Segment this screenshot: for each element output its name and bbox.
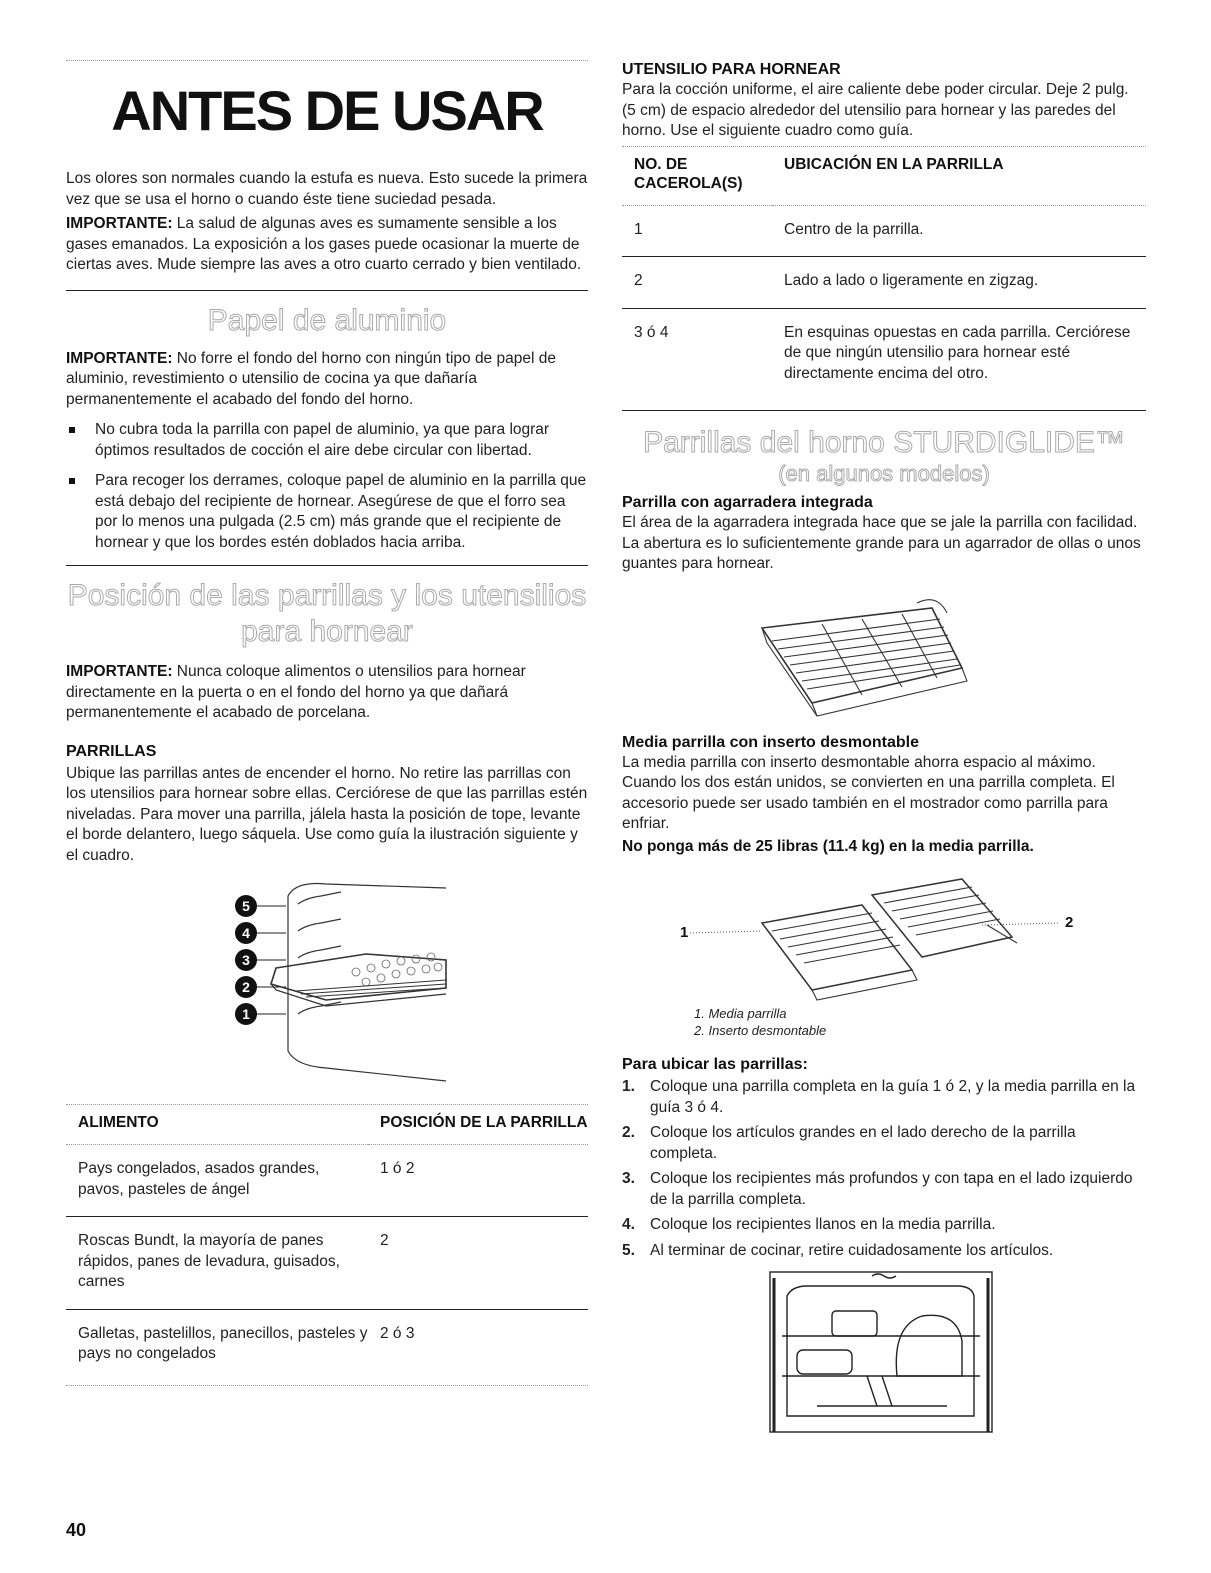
step-number: 1.	[622, 1078, 635, 1095]
column-header: POSICIÓN DE LA PARRILLA	[380, 1114, 588, 1131]
table-cell: 1 ó 2	[368, 1145, 588, 1217]
table-row	[622, 257, 1146, 309]
svg-text:2: 2	[242, 979, 250, 995]
step-text: Coloque los artículos grandes en el lado derecho de la parrilla completa.	[650, 1124, 1076, 1162]
rack-bars	[296, 980, 446, 997]
caption-half-rack: 1. Media parrilla	[694, 1006, 787, 1021]
sturdiglide-heading: Parrillas del horno STURDIGLIDE™	[643, 426, 1125, 459]
foil-heading: Papel de aluminio	[207, 303, 447, 337]
table-row	[66, 1217, 588, 1310]
section-divider	[622, 410, 1146, 411]
list-item	[622, 1123, 1146, 1164]
half-rack-illustration	[622, 865, 1146, 1005]
bakeware-text: Para la cocción uniforme, el aire caliente debe poder circular. Deje 2 pulg. (5 cm) de espacio alrededor del utensilio para hornear y las paredes del horno. Use el siguiente cuadro como guía.	[622, 81, 1129, 139]
table-cell: 2 ó 3	[380, 1324, 415, 1342]
handle-heading: Parrilla con agarradera integrada	[622, 494, 873, 511]
callout-2: 2	[1065, 914, 1074, 931]
birds-paragraph	[66, 214, 588, 276]
callout-2-leader	[982, 923, 1060, 925]
important-label: IMPORTANTE:	[66, 215, 173, 232]
callout-1: 1	[680, 924, 689, 941]
position-heading-line2: para hornear	[241, 615, 413, 648]
rack-number-1	[235, 1003, 286, 1025]
rack-number-4	[235, 922, 286, 944]
oven-interior-illustration	[622, 1266, 1146, 1436]
step-text: Al terminar de cocinar, retire cuidadosamente los artículos.	[650, 1241, 1054, 1259]
step-text: Coloque los recipientes llanos en la media parrilla.	[650, 1216, 996, 1233]
pan-placement-table	[622, 147, 1146, 401]
table-cell: Galletas, pastelillos, panecillos, pasteles y pays no congelados	[78, 1324, 368, 1362]
list-item	[66, 471, 588, 553]
position-important	[66, 662, 588, 724]
half-rack-text: La media parrilla con inserto desmontable ahorra espacio al máximo. Cuando los dos están unidos, se convierten en una parrilla completa. El accesorio puede ser usado también en el mostrador como parrilla para enfriar.	[622, 753, 1115, 832]
placement-heading: Para ubicar las parrillas:	[622, 1056, 808, 1073]
table-cell: Pays congelados, asados grandes, pavos, pasteles de ángel	[66, 1145, 368, 1217]
position-heading-line1: Posición de las parrillas y los utensilios	[67, 579, 587, 612]
step-number: 5.	[622, 1241, 635, 1259]
caption-insert: 2. Inserto desmontable	[694, 1023, 827, 1038]
step-number: 2.	[622, 1124, 635, 1141]
bullet-text: No cubra toda la parrilla con papel de aluminio, ya que para lograr óptimos resultados de cocción el aire debe circular con libertad.	[95, 421, 550, 459]
bullet-icon	[69, 478, 75, 484]
racks-text: Ubique las parrillas antes de encender el horno. No retire las parrillas con los utensilios para hornear sobre ellas. Cerciórese de que las parrillas estén niveladas. Para mover una parrilla, jálela hasta la posición de tope, levante el borde delantero, luego sáquela. Use como guía la ilustración siguiente y el cuadro.	[66, 764, 588, 864]
table-cell: Roscas Bundt, la mayoría de panes rápidos, panes de levadura, guisados, carnes	[66, 1217, 368, 1310]
important-label: IMPORTANTE:	[66, 349, 173, 367]
table-cell: 1	[622, 205, 772, 257]
placement-steps-list	[622, 1077, 1146, 1261]
list-item	[622, 1077, 1146, 1118]
racks-heading: PARRILLAS	[66, 742, 157, 760]
bakeware-heading: UTENSILIO PARA HORNEAR	[622, 61, 841, 78]
food-position-table	[66, 1105, 588, 1381]
table-cell: 3 ó 4	[634, 323, 669, 341]
list-item	[66, 420, 588, 461]
column-header: NO. DE CACEROLA(S)	[634, 155, 743, 192]
list-item	[622, 1241, 1146, 1262]
rack-number-5	[235, 895, 286, 917]
foil-important	[66, 349, 588, 411]
intro-text: Los olores son normales cuando la estufa es nueva. Esto sucede la primera vez que se usa el horno o cuando éste tiene suciedad pesada.	[66, 170, 588, 208]
left-column	[66, 60, 588, 1386]
svg-text:4: 4	[242, 925, 250, 941]
important-label: IMPORTANTE:	[66, 663, 173, 680]
bullet-text: Para recoger los derrames, coloque papel de aluminio en la parrilla que está debajo del recipiente de hornear. Asegúrese de que el forro sea por lo menos una pulgada (2.5 cm) más grande que el recipiente de hornear y que los bordes estén doblados hacia arriba.	[95, 472, 587, 551]
table-cell: Lado a lado o ligeramente en zigzag.	[772, 257, 1146, 309]
page-number: 40	[66, 1520, 87, 1540]
section-divider	[66, 565, 588, 566]
half-rack-warning: No ponga más de 25 libras (11.4 kg) en la media parrilla.	[622, 837, 1034, 855]
sturdiglide-subheading: (en algunos modelos)	[778, 461, 990, 486]
column-header: UBICACIÓN EN LA PARRILLA	[784, 155, 1004, 173]
table-cell: En esquinas opuestas en cada parrilla. Cerciórese de que ningún utensilio para hornear esté directamente encima del otro.	[784, 323, 1131, 382]
table-row	[66, 1309, 588, 1381]
table-row	[622, 205, 1146, 257]
birds-text: La salud de algunas aves es sumamente sensible a los gases emanados. La exposición a los gases puede ocasionar la muerte de ciertas aves. Mude siempre las aves a otro cuarto cerrado y bien ventilado.	[66, 215, 582, 273]
rack-positions-illustration	[66, 876, 588, 1086]
table-row	[622, 308, 1146, 400]
right-column	[622, 60, 1146, 1436]
table-cell: Centro de la parrilla.	[772, 205, 1146, 257]
rack-number-2	[235, 976, 286, 998]
column-header: ALIMENTO	[78, 1114, 159, 1131]
list-item	[622, 1215, 1146, 1236]
svg-text:3: 3	[242, 952, 250, 968]
svg-text:1: 1	[242, 1006, 250, 1022]
table-cell: 2	[622, 257, 772, 309]
top-divider	[66, 60, 588, 61]
half-rack-drawing	[762, 879, 1017, 1000]
section-divider	[66, 290, 588, 291]
bullet-icon	[69, 427, 75, 433]
svg-text:5: 5	[242, 898, 250, 914]
table-header-row	[622, 147, 1146, 206]
page-title: ANTES DE USAR	[111, 79, 543, 142]
half-rack-heading: Media parrilla con inserto desmontable	[622, 733, 919, 751]
rack-with-handle-illustration	[622, 583, 1146, 723]
step-number: 4.	[622, 1216, 635, 1233]
step-text: Coloque una parrilla completa en la guía 1 ó 2, y la media parrilla en la guía 3 ó 4.	[650, 1078, 1136, 1116]
foil-important-text: No forre el fondo del horno con ningún tipo de papel de aluminio, revestimiento o utensilio de cocina ya que dañaría permanentemente el acabado del fondo del horno.	[66, 349, 556, 408]
table-bottom-divider	[66, 1385, 588, 1386]
handle-text: El área de la agarradera integrada hace que se jale la parrilla con facilidad. La abertura es lo suficientemente grande para un agarrador de ollas o unos guantes para hornear.	[622, 514, 1141, 572]
step-number: 3.	[622, 1170, 635, 1187]
position-important-text: Nunca coloque alimentos o utensilios para hornear directamente en la puerta o en el fondo del horno ya que dañará permanentemente el acabado de porcelana.	[66, 663, 526, 721]
table-header-row	[66, 1105, 588, 1145]
step-text: Coloque los recipientes más profundos y con tapa en el lado izquierdo de la parrilla completa.	[650, 1170, 1133, 1208]
table-row	[66, 1145, 588, 1217]
callout-1-leader	[690, 931, 762, 933]
list-item	[622, 1169, 1146, 1210]
table-cell: 2	[368, 1217, 588, 1310]
